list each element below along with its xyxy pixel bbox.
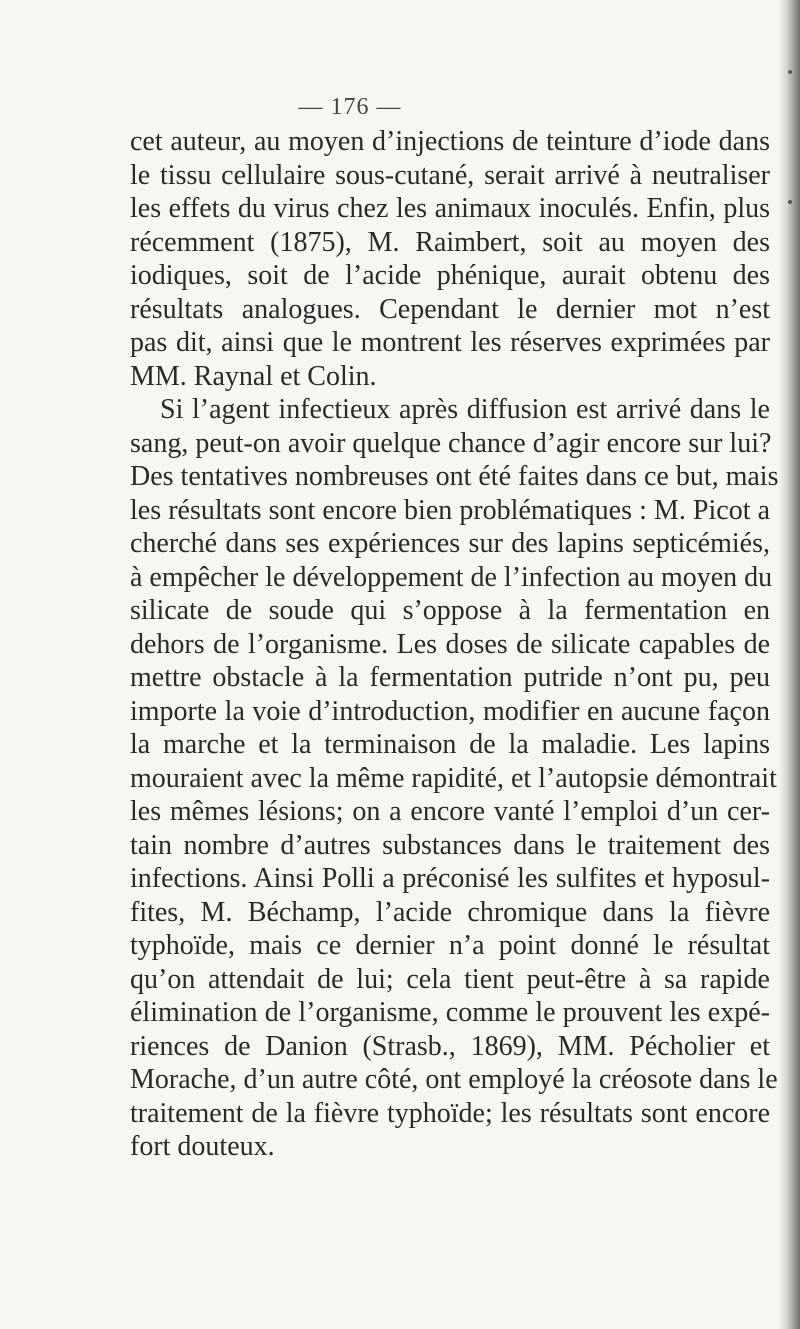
text-line: qu’on attendait de lui; cela tient peut-être à sa rapide xyxy=(130,963,770,995)
text-line: cherché dans ses expériences sur des lapins septicémiés, xyxy=(130,528,770,559)
text-line: Morache, d’un autre côté, ont employé la créosote dans le xyxy=(130,1064,778,1095)
text-line: le tissu cellulaire sous-cutané, serait arrivé à neutraliser xyxy=(130,159,770,191)
text-line: les effets du virus chez les animaux inoculés. Enfin, plus xyxy=(130,193,770,224)
text-line: MM. Raynal et Colin. xyxy=(130,360,377,392)
text-line: Si l’agent infectieux après diffusion est arrivé dans le xyxy=(160,394,770,425)
text-line: typhoïde, mais ce dernier n’a point donné le résultat xyxy=(130,930,770,961)
text-line: mettre obstacle à la fermentation putride n’ont pu, peu xyxy=(130,662,770,693)
text-line: à empêcher le développement de l’infection au moyen du xyxy=(130,561,773,593)
text-line: élimination de l’organisme, comme le prouvent les expé- xyxy=(130,997,770,1028)
text-line: les mêmes lésions; on a encore vanté l’emploi d’un cer- xyxy=(130,796,770,827)
text-line: résultats analogues. Cependant le dernier mot n’est xyxy=(130,293,770,325)
text-line: iodiques, soit de l’acide phénique, aurait obtenu des xyxy=(130,260,770,291)
page-edge-mark xyxy=(788,200,792,204)
page-number: — 176 — xyxy=(298,94,402,120)
text-line: traitement de la fièvre typhoïde; les résultats sont encore xyxy=(130,1097,770,1129)
text-line: pas dit, ainsi que le montrent les réserves exprimées par xyxy=(130,327,770,358)
text-line: sang, peut-on avoir quelque chance d’agir encore sur lui? xyxy=(130,427,772,459)
text-line: infections. Ainsi Polli a préconisé les sulfites et hyposul- xyxy=(130,863,770,894)
text-line: mouraient avec la même rapidité, et l’autopsie démontrait xyxy=(130,762,777,794)
text-line: récemment (1875), M. Raimbert, soit au moyen des xyxy=(130,226,770,258)
text-line: fites, M. Béchamp, l’acide chromique dans la fièvre xyxy=(130,896,770,928)
text-line: Des tentatives nombreuses ont été faites dans ce but, mais xyxy=(130,461,779,492)
page-edge-mark xyxy=(788,70,792,74)
text-line: importe la voie d’introduction, modifier en aucune façon xyxy=(130,695,770,727)
body-text xyxy=(130,125,779,1164)
text-line: tain nombre d’autres substances dans le traitement des xyxy=(130,829,770,861)
text-line: les résultats sont encore bien problématiques : M. Picot a xyxy=(130,494,770,526)
text-line: fort douteux. xyxy=(130,1131,275,1162)
text-line: silicate de soude qui s’oppose à la fermentation en xyxy=(130,595,770,626)
text-line: cet auteur, au moyen d’injections de teinture d’iode dans xyxy=(130,126,770,157)
text-line: dehors de l’organisme. Les doses de silicate capables de xyxy=(130,628,770,660)
text-line: riences de Danion (Strasb., 1869), MM. Pécholier et xyxy=(130,1030,770,1062)
text-line: la marche et la terminaison de la maladie. Les lapins xyxy=(130,729,770,760)
